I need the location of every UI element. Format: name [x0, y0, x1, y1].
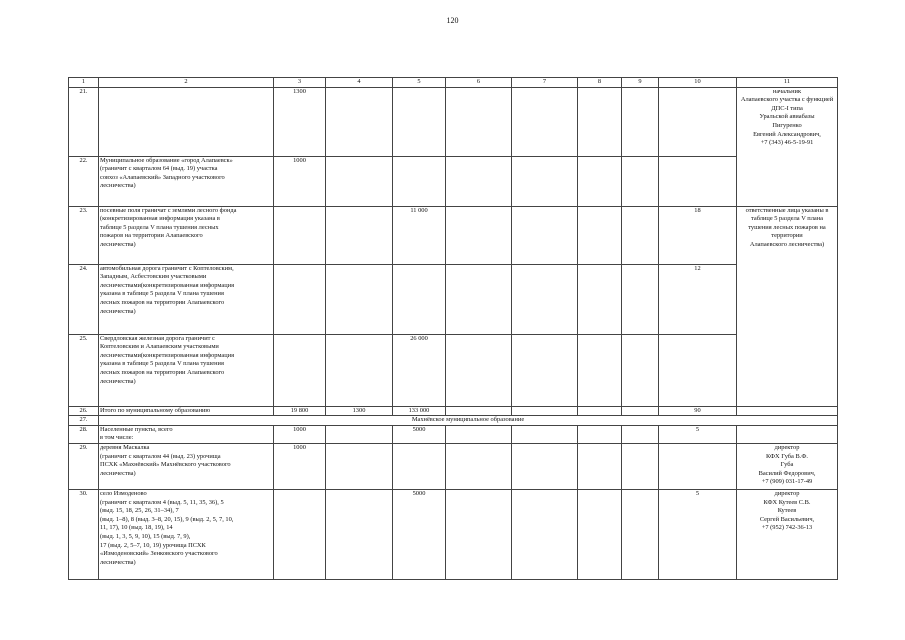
text-line: (выд. 1, 3, 5, 9, 10), 15 (выд. 7, 9),	[100, 532, 191, 540]
cell-col5: 5000	[393, 425, 446, 443]
cell-col5: 133 000	[393, 406, 446, 416]
text-line: в том числе:	[100, 434, 134, 442]
header-cell: 1	[69, 78, 99, 88]
header-cell: 3	[274, 78, 326, 88]
cell-col4: 1300	[326, 406, 393, 416]
row-name	[99, 264, 274, 334]
text-line: лесничества)	[100, 558, 136, 566]
text-line: начальник	[772, 87, 802, 95]
text-line: лесничества)	[100, 182, 136, 190]
text-line: 11, 17), 10 (выд. 18, 19), 14	[100, 524, 173, 532]
text-line: Алапаевского лесничества)	[749, 240, 825, 248]
text-line: таблице 5 раздела V плана тушения лесных	[100, 223, 219, 231]
text-line: «Измоденовский» Зенковского участкового	[100, 550, 218, 558]
text-line: лесничества)	[100, 377, 136, 385]
contact-lesnichestvo	[737, 206, 838, 406]
cell-col5: 26 000	[393, 334, 446, 406]
text-line: Пигуренко	[772, 121, 802, 129]
text-line: лесных пожаров на территории Алапаевского	[100, 298, 225, 306]
text-line: тушения лесных пожаров на	[748, 223, 826, 231]
text-line: директор	[774, 443, 800, 451]
header-cell: 2	[99, 78, 274, 88]
text-line: лесничества)	[100, 307, 136, 315]
text-line: +7 (952) 742-36-13	[761, 524, 813, 532]
text-line: территории	[771, 232, 803, 240]
row-name	[99, 489, 274, 579]
cell-col10: 5	[659, 489, 737, 579]
row-number: 25.	[69, 334, 99, 406]
row-name	[99, 334, 274, 406]
table-row	[69, 489, 838, 579]
header-cell: 5	[393, 78, 446, 88]
text-line: село Измоденово	[100, 489, 147, 497]
text-line: пожаров на территории Алапаевского	[100, 232, 203, 240]
text-line: (конкретизированная информация указана в	[100, 215, 220, 223]
row-number: 27.	[69, 416, 99, 426]
text-line: КФХ Кутеев С.В.	[763, 498, 811, 506]
text-line: Губа	[780, 461, 794, 469]
header-row	[69, 78, 838, 88]
text-line: (граничит с кварталом 64 (выд. 19) участка	[100, 165, 218, 173]
text-line: Свердловская железная дорога граничит с	[100, 334, 215, 342]
header-cell: 4	[326, 78, 393, 88]
row-name	[99, 443, 274, 489]
row-number: 30.	[69, 489, 99, 579]
header-cell: 9	[622, 78, 659, 88]
text-line: +7 (909) 031-17-49	[761, 478, 813, 486]
table-row	[69, 425, 838, 443]
row-number: 29.	[69, 443, 99, 489]
text-line: Итого по муниципальному образованию	[100, 406, 211, 414]
table-row	[69, 334, 838, 406]
header-cell: 8	[578, 78, 622, 88]
text-line: Уральской авиабазы	[759, 113, 815, 121]
text-line: КФХ Губа В.Ф.	[766, 452, 808, 460]
row-number: 23.	[69, 206, 99, 264]
text-line: лесничества)	[100, 469, 136, 477]
contact-guba	[737, 443, 838, 489]
cell-col10: 5	[659, 425, 737, 443]
table-row	[69, 264, 838, 334]
cell-col3: 1000	[274, 425, 326, 443]
row-number: 22.	[69, 156, 99, 206]
cell-col10: 18	[659, 206, 737, 264]
header-cell: 6	[446, 78, 512, 88]
section-row	[69, 416, 838, 426]
cell-col10: 12	[659, 264, 737, 334]
text-line: Алапаевского участка с функцией	[740, 96, 834, 104]
text-line: (выд. 15, 18, 25, 26, 31–34), 7	[100, 507, 179, 515]
cell-col5: 5000	[393, 489, 446, 579]
text-line: Коптеловским и Алапаевским участковыми	[100, 343, 219, 351]
row-name	[99, 206, 274, 264]
row-number: 26.	[69, 406, 99, 416]
text-line: Кутеев	[777, 507, 797, 515]
cell-col3: 1000	[274, 156, 326, 206]
text-line: (выд. 1–8), 8 (выд. 3–8, 20, 15), 9 (выд. 2, 5, 7, 10,	[100, 515, 234, 523]
row-number: 21.	[69, 87, 99, 156]
text-line: указана в таблице 5 раздела V плана тушения	[100, 290, 224, 298]
table-row	[69, 206, 838, 264]
text-line: директор	[774, 489, 800, 497]
text-line: Западным, Асбестовским участковыми	[100, 273, 207, 281]
text-line: таблице 5 раздела V плана	[750, 215, 823, 223]
section-title: Махнёвское муниципальное образование	[99, 416, 838, 426]
cell-col3: 19 800	[274, 406, 326, 416]
text-line: Населенные пункты, всего	[100, 425, 173, 433]
text-line: Евгений Александрович,	[753, 130, 821, 138]
row-name	[99, 406, 274, 416]
contact-alapaevsk	[737, 87, 838, 206]
row-name	[99, 87, 274, 156]
header-cell: 11	[737, 78, 838, 88]
cell-col3: 1000	[274, 443, 326, 489]
text-line: ПСХК «Махнёвский» Махнёвского участкового	[100, 461, 231, 469]
text-line: деревня Маскалка	[100, 443, 150, 451]
text-line: (граничит с кварталом 44 (выд. 23) урочища	[100, 452, 221, 460]
cell-col5: 11 000	[393, 206, 446, 264]
row-number: 24.	[69, 264, 99, 334]
text-line: (граничит с кварталом 4 (выд. 5, 11, 35, 36), 5	[100, 498, 224, 506]
header-cell: 10	[659, 78, 737, 88]
header-cell: 7	[512, 78, 578, 88]
contact-kuteev	[737, 489, 838, 579]
text-line: ответственные лица указаны в	[745, 206, 829, 214]
text-line: Сергей Васильевич,	[759, 515, 815, 523]
table-row	[69, 87, 838, 156]
table-row	[69, 406, 838, 416]
text-line: ДПС-I типа	[771, 104, 803, 112]
text-line: лесничествами(конкретизированная информация	[100, 351, 235, 359]
text-line: посевные поля граничат с землями лесного фонда	[100, 206, 237, 214]
text-line: лесничествами(конкретизированная информация	[100, 281, 235, 289]
text-line: Василий Федорович,	[758, 469, 816, 477]
text-line: 17 (выд. 2, 5–7, 10, 19) урочища ПСХК	[100, 541, 206, 549]
table-row	[69, 443, 838, 489]
row-name	[99, 156, 274, 206]
cell-col3: 1300	[274, 87, 326, 156]
table-row	[69, 156, 838, 206]
text-line: лесничества)	[100, 240, 136, 248]
text-line: автомобильная дорога граничит с Коптеловским,	[100, 264, 234, 272]
fire-resources-table	[68, 77, 838, 580]
text-line: совхоз «Алапаевский» Западного участкового	[100, 173, 225, 181]
row-name	[99, 425, 274, 443]
text-line: +7 (343) 46-5-19-91	[760, 139, 814, 147]
page-number: 120	[446, 16, 459, 25]
cell-col10: 90	[659, 406, 737, 416]
row-number: 28.	[69, 425, 99, 443]
text-line: Муниципальное образование «город Алапаевск»	[100, 156, 233, 164]
text-line: лесных пожаров на территории Алапаевского	[100, 368, 225, 376]
text-line: указана в таблице 5 раздела V плана тушения	[100, 360, 224, 368]
